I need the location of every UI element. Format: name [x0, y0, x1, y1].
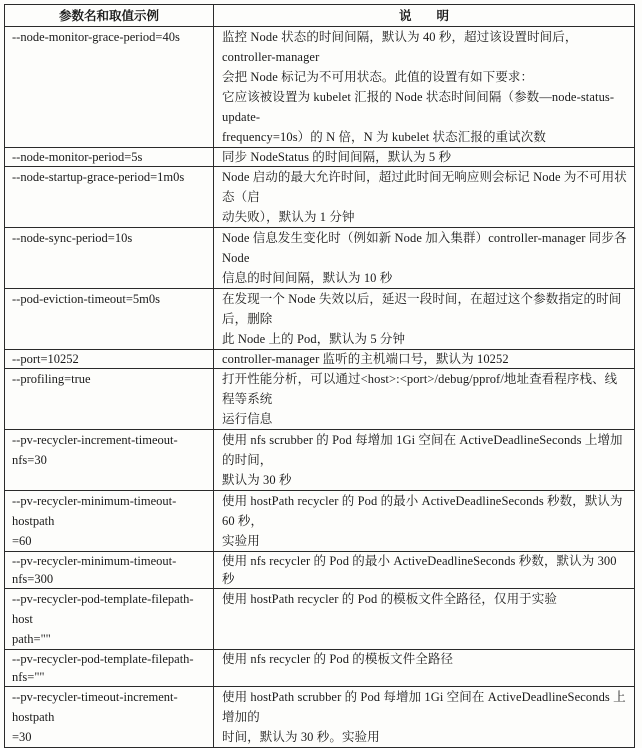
description-line: 在发现一个 Node 失效以后，延迟一段时间，在超过这个参数指定的时间后，删除	[222, 292, 622, 326]
table-row	[5, 687, 635, 748]
table-row	[5, 369, 635, 430]
param-cell: --pv-recycler-pod-template-filepath-nfs=""	[5, 650, 214, 687]
description-cell	[214, 167, 635, 228]
description-cell	[214, 369, 635, 430]
param-line: =60	[12, 534, 32, 548]
param-line: --pv-recycler-minimum-timeout-hostpath	[12, 494, 177, 528]
description-line: 动失败），默认为 1 分钟	[222, 210, 355, 224]
table-row	[5, 27, 635, 148]
description-line: 使用 nfs scrubber 的 Pod 每增加 1Gi 空间在 ActiveDeadlineSeconds 上增加的时间，	[222, 433, 623, 467]
description-line: 使用 hostPath recycler 的 Pod 的模板文件全路径，仅用于实验	[222, 592, 557, 606]
column-header-param: 参数名和取值示例	[5, 5, 214, 27]
column-header-description: 说 明	[214, 5, 635, 27]
param-cell: --port=10252	[5, 350, 214, 369]
description-line: 使用 hostPath recycler 的 Pod 的最小 ActiveDeadlineSeconds 秒数，默认为 60 秒，	[222, 494, 623, 528]
description-cell	[214, 228, 635, 289]
parameter-table	[4, 4, 635, 748]
description-line: 实验用	[222, 534, 260, 548]
description-line: 打开性能分析，可以通过<host>:<port>/debug/pprof/地址查看程序栈、线程等系统	[222, 372, 618, 406]
param-cell: --pv-recycler-minimum-timeout-nfs=300	[5, 552, 214, 589]
description-line: 会把 Node 标记为不可用状态。此值的设置有如下要求：	[222, 70, 534, 84]
param-line: =30	[12, 730, 32, 744]
description-line: controller-manager 监听的主机端口号，默认为 10252	[222, 352, 509, 366]
description-cell	[214, 491, 635, 552]
table-row	[5, 350, 635, 369]
table-row	[5, 552, 635, 589]
table-row	[5, 148, 635, 167]
table-row	[5, 430, 635, 491]
param-cell: --node-startup-grace-period=1m0s	[5, 167, 214, 228]
param-cell: --pod-eviction-timeout=5m0s	[5, 289, 214, 350]
table-row	[5, 491, 635, 552]
description-line: 监控 Node 状态的时间间隔，默认为 40 秒，超过该设置时间后，controller-manager	[222, 30, 578, 64]
description-cell	[214, 650, 635, 687]
description-line: 此 Node 上的 Pod，默认为 5 分钟	[222, 332, 406, 346]
description-line: frequency=10s）的 N 倍，N 为 kubelet 状态汇报的重试次数	[222, 130, 546, 144]
description-line: 它应该被设置为 kubelet 汇报的 Node 状态时间间隔（参数—node-status-update-	[222, 90, 615, 124]
description-cell	[214, 289, 635, 350]
table-row	[5, 167, 635, 228]
table-header-row	[5, 5, 635, 27]
param-cell: --node-monitor-period=5s	[5, 148, 214, 167]
description-cell	[214, 148, 635, 167]
param-cell: --pv-recycler-increment-timeout-nfs=30	[5, 430, 214, 491]
param-cell	[5, 589, 214, 650]
description-line: 默认为 30 秒	[222, 473, 292, 487]
param-line: --pv-recycler-timeout-increment-hostpath	[12, 690, 178, 724]
description-cell	[214, 430, 635, 491]
param-cell: --profiling=true	[5, 369, 214, 430]
table-row	[5, 650, 635, 687]
description-cell	[214, 350, 635, 369]
param-cell: --node-monitor-grace-period=40s	[5, 27, 214, 148]
description-line: 时间，默认为 30 秒。实验用	[222, 730, 380, 744]
description-line: Node 信息发生变化时（例如新 Node 加入集群）controller-manager 同步各 Node	[222, 231, 627, 265]
description-cell	[214, 589, 635, 650]
description-line: Node 启动的最大允许时间，超过此时间无响应则会标记 Node 为不可用状态（启	[222, 170, 627, 204]
param-cell: --node-sync-period=10s	[5, 228, 214, 289]
description-cell	[214, 687, 635, 748]
description-line: 使用 hostPath scrubber 的 Pod 每增加 1Gi 空间在 ActiveDeadlineSeconds 上增加的	[222, 690, 626, 724]
param-cell	[5, 687, 214, 748]
table-row	[5, 289, 635, 350]
description-line: 同步 NodeStatus 的时间间隔，默认为 5 秒	[222, 150, 452, 164]
description-line: 使用 nfs recycler 的 Pod 的模板文件全路径	[222, 652, 454, 666]
param-line: path=""	[12, 632, 51, 646]
description-line: 信息的时间间隔，默认为 10 秒	[222, 271, 393, 285]
description-cell	[214, 27, 635, 148]
description-line: 使用 nfs recycler 的 Pod 的最小 ActiveDeadlineSeconds 秒数，默认为 300 秒	[222, 554, 617, 586]
table-row	[5, 589, 635, 650]
description-line: 运行信息	[222, 412, 273, 426]
table-row	[5, 228, 635, 289]
param-cell	[5, 491, 214, 552]
description-cell	[214, 552, 635, 589]
param-line: --pv-recycler-pod-template-filepath-host	[12, 592, 194, 626]
